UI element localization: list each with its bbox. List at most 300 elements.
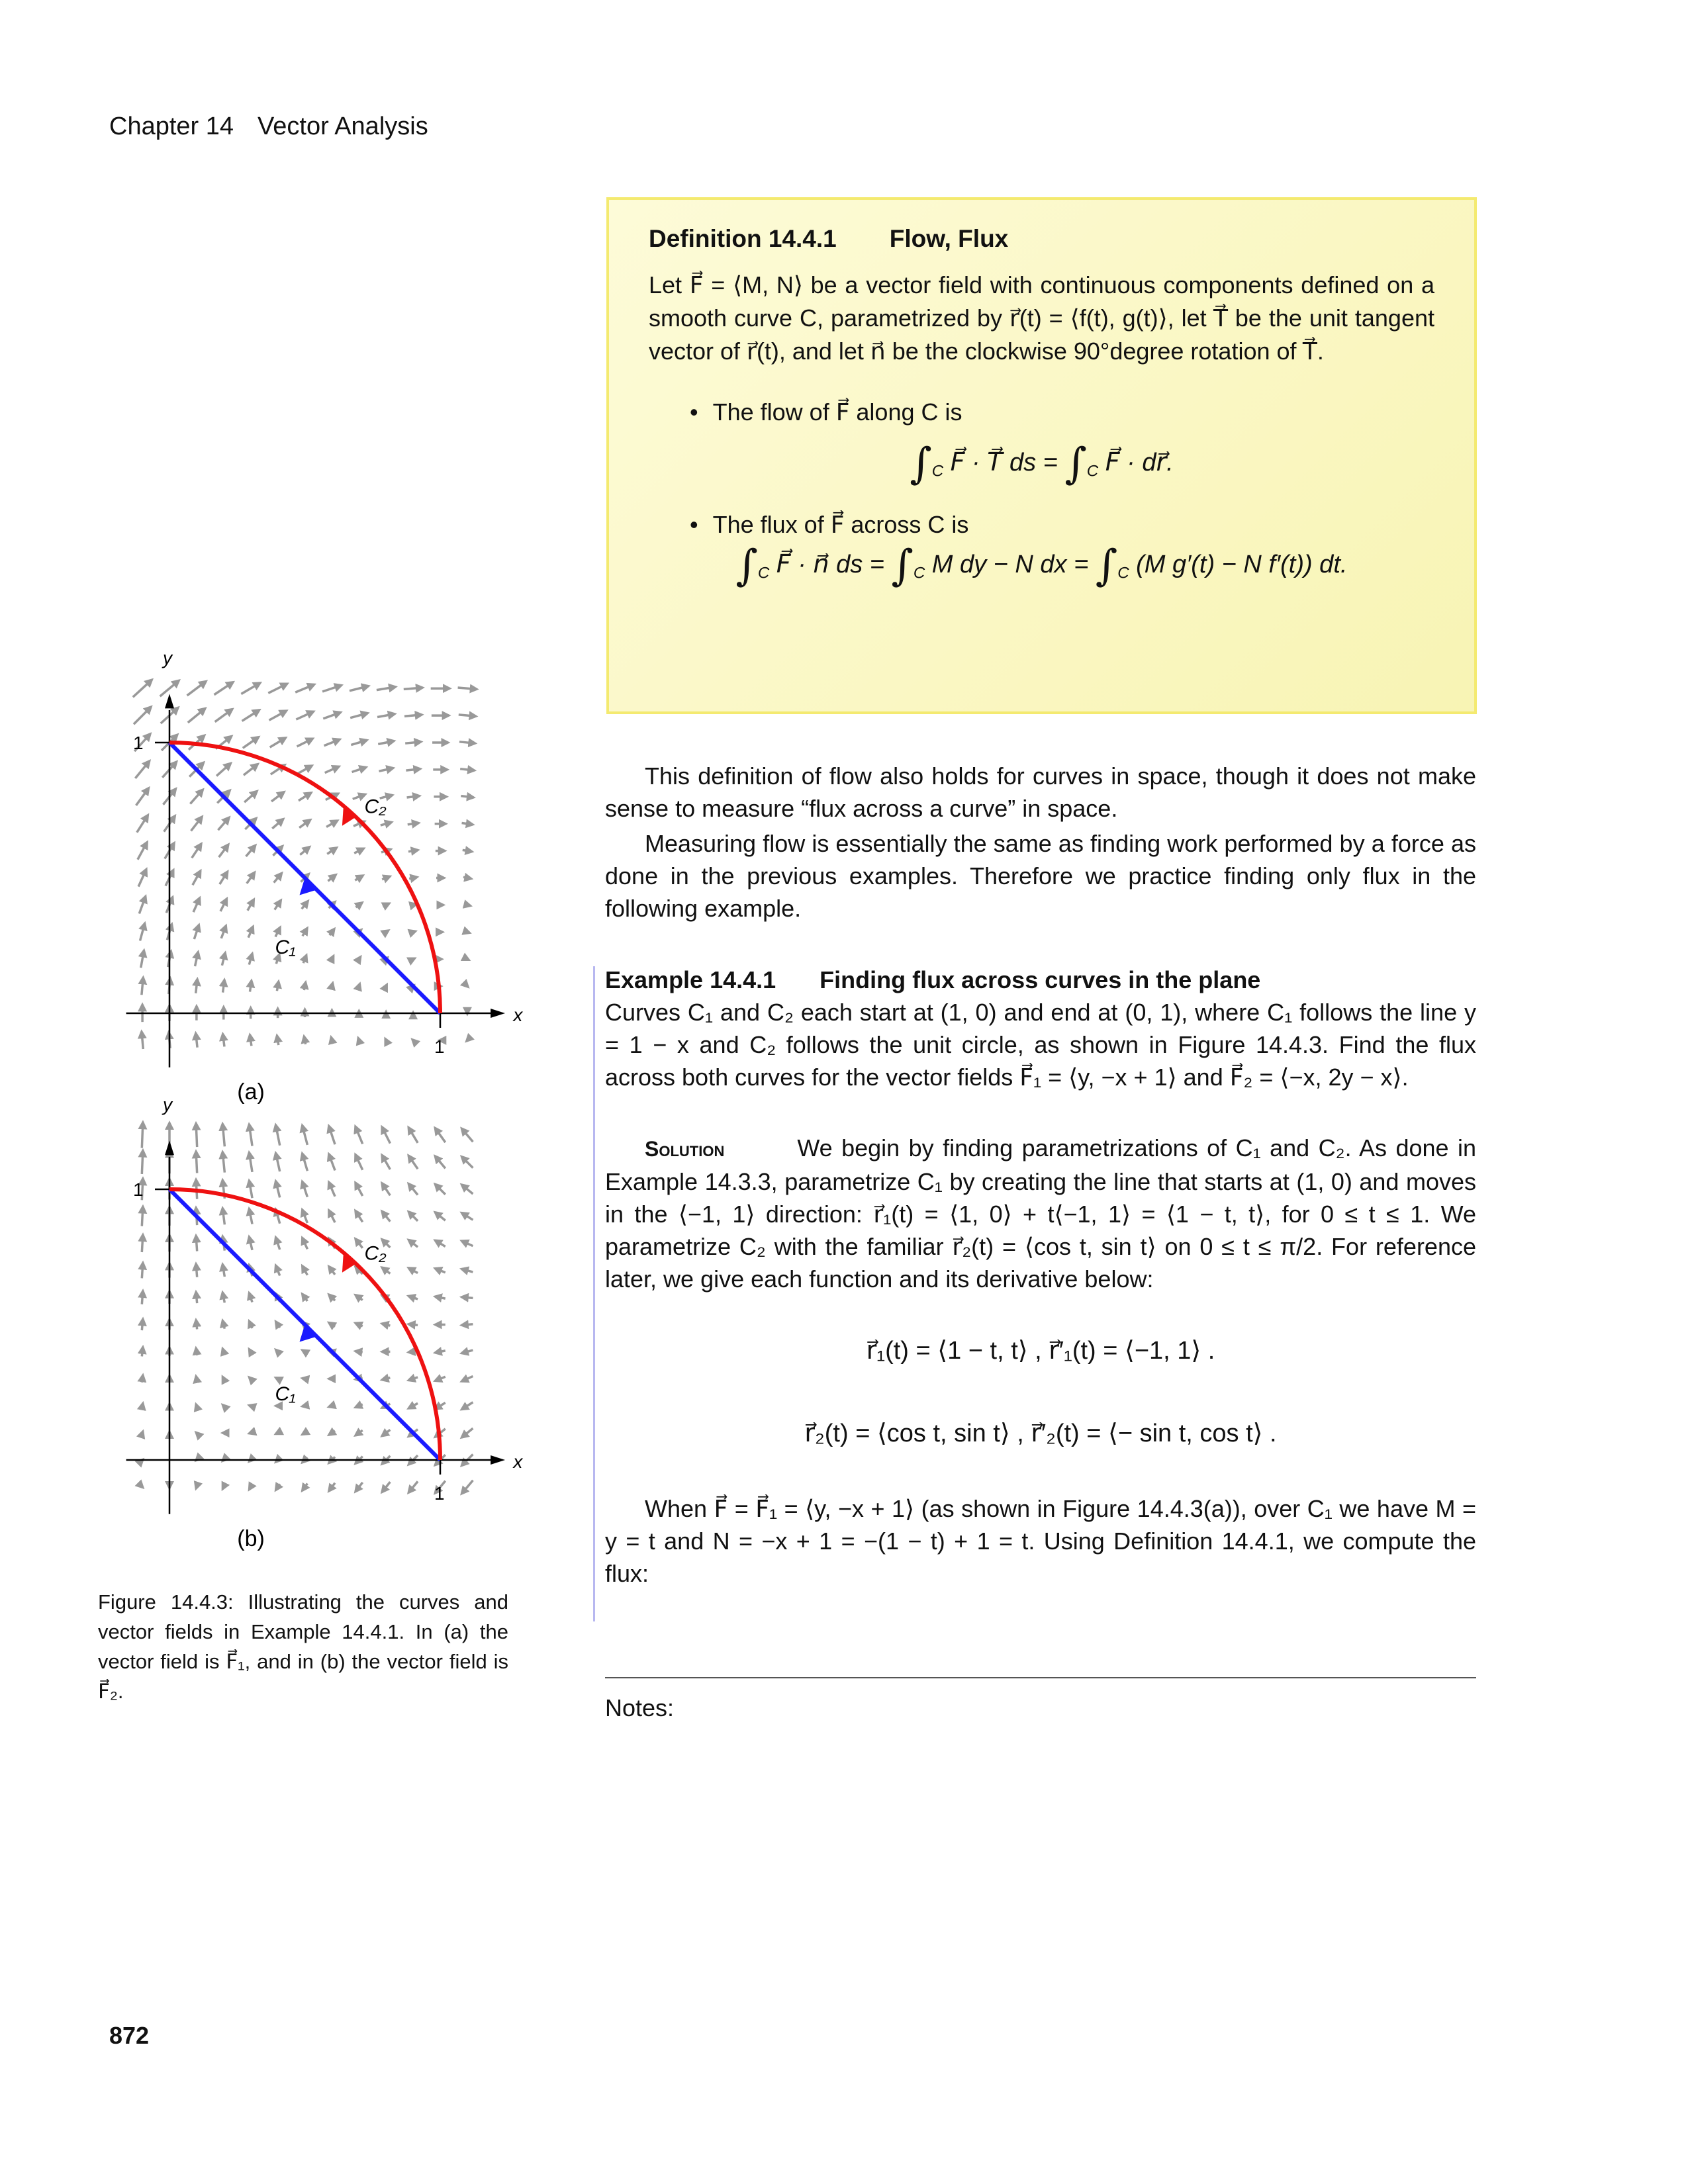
- chapter-title: Vector Analysis: [258, 113, 428, 140]
- field-arrow: [408, 1268, 418, 1273]
- field-arrow: [355, 1323, 363, 1326]
- y-tick-label: 1: [133, 733, 144, 753]
- field-arrow: [196, 1404, 197, 1408]
- field-arrow: [221, 926, 226, 938]
- field-arrow: [404, 688, 423, 689]
- field-arrow: [329, 1431, 335, 1435]
- field-arrow: [195, 952, 199, 966]
- field-arrow: [303, 1379, 308, 1380]
- integral-sign: ∫: [735, 541, 758, 590]
- field-arrow: [357, 957, 361, 962]
- field-arrow: [404, 715, 422, 716]
- field-arrow: [464, 904, 471, 905]
- field-arrow: [299, 793, 311, 801]
- field-arrow: [248, 927, 253, 938]
- field-arrow: [275, 1378, 279, 1380]
- field-arrow: [303, 955, 306, 963]
- integral-sign: ∫: [891, 541, 914, 590]
- x-tick-label: 1: [434, 1036, 445, 1057]
- field-arrow: [408, 1156, 418, 1169]
- field-arrow: [350, 713, 367, 718]
- definition-box: [606, 197, 1477, 714]
- field-arrow: [351, 740, 367, 745]
- field-arrow: [142, 1432, 143, 1435]
- integral-sign: ∫: [1095, 541, 1118, 590]
- flow-bullet: • The flow of F⃗ along C is: [690, 396, 1434, 429]
- field-arrow: [139, 896, 146, 913]
- field-arrow: [461, 1297, 473, 1298]
- field-arrow: [137, 815, 148, 833]
- field-arrow: [412, 958, 415, 960]
- field-arrow: [196, 1292, 197, 1303]
- field-arrow: [196, 1432, 197, 1433]
- solution-text: We begin by finding parametrizations of C₁ and C₂. As done in Example 14.3.3, parametrize C₁ by creating the line that starts at (1, 0) and moves in the ⟨−1, 1⟩ direction: r⃗₁(t) = ⟨1, 0⟩ + t⟨−1, 1⟩ = ⟨1 − t, t⟩, for 0 ≤ t ≤ 1. We parametrize C₂ with the familiar r⃗₂(t) = ⟨cos t, sin t⟩ on 0 ≤ t ≤ π/2. For reference later, we give each function and its derivative below:: [605, 1134, 1476, 1293]
- field-arrow: [327, 848, 336, 854]
- field-arrow: [270, 738, 286, 747]
- field-arrow: [243, 737, 259, 749]
- field-arrow: [354, 848, 363, 853]
- field-arrow: [303, 928, 307, 936]
- field-arrow: [196, 1264, 197, 1277]
- field-arrow: [377, 714, 395, 717]
- field-arrow: [188, 708, 205, 722]
- field-arrow: [459, 742, 475, 743]
- field-arrow: [383, 903, 389, 907]
- field-arrow: [250, 981, 252, 992]
- field-arrow: [462, 823, 473, 825]
- field-arrow: [356, 903, 363, 907]
- field-arrow: [408, 1403, 418, 1408]
- field-arrow: [355, 1154, 363, 1169]
- field-arrow: [299, 820, 310, 828]
- field-arrow: [358, 984, 359, 989]
- field-arrow: [329, 1210, 335, 1223]
- field-arrow: [329, 1405, 335, 1407]
- field-arrow: [385, 1039, 387, 1042]
- field-arrow: [249, 1208, 252, 1224]
- field-arrow: [142, 1206, 143, 1226]
- c2-label: C₂: [364, 1242, 387, 1265]
- field-arrow: [329, 1295, 335, 1300]
- equation-r1: r⃗₁(t) = ⟨1 − t, t⟩ , r⃗′₁(t) = ⟨−1, 1⟩ .: [866, 1337, 1215, 1365]
- field-arrow: [355, 1126, 363, 1144]
- field-arrow: [461, 1350, 473, 1353]
- panel-label: (a): [237, 1079, 265, 1105]
- field-arrow: [406, 769, 420, 770]
- figure-14-4-3: [0, 0, 596, 1588]
- field-arrow: [247, 872, 255, 884]
- panel-label: (b): [237, 1526, 265, 1551]
- field-arrow: [142, 1347, 143, 1356]
- field-arrow: [222, 1349, 224, 1355]
- field-arrow: [352, 767, 366, 772]
- field-arrow: [215, 709, 232, 722]
- field-arrow: [142, 1403, 143, 1408]
- field-arrow: [249, 1181, 252, 1198]
- x-tick-label: 1: [434, 1483, 445, 1504]
- field-arrow: [277, 981, 278, 991]
- field-arrow: [358, 1038, 359, 1042]
- field-arrow: [412, 1040, 414, 1041]
- example-number: Example 14.4.1: [605, 966, 776, 993]
- plot-panel-a: [126, 647, 524, 1105]
- field-arrow: [408, 1212, 418, 1221]
- field-arrow: [295, 684, 314, 692]
- definition-body: Let F⃗ = ⟨M, N⟩ be a vector field with continuous components defined on a smooth curve C, parametrized by r⃗(t) = ⟨f(t), g(t)⟩, let T⃗ be the unit tangent vector of r⃗(t), and let n⃗ be the clockwise 90°degree rotation of T⃗.: [649, 271, 1434, 365]
- field-arrow: [297, 739, 313, 747]
- field-arrow: [271, 792, 284, 801]
- notes-label: Notes:: [605, 1694, 675, 1721]
- field-arrow: [275, 1125, 279, 1146]
- field-arrow: [331, 983, 332, 989]
- field-arrow: [303, 1238, 308, 1249]
- field-arrow: [277, 1036, 278, 1045]
- field-arrow: [459, 715, 476, 716]
- field-arrow: [222, 1124, 224, 1146]
- field-arrow: [304, 1036, 305, 1044]
- field-arrow: [355, 876, 363, 880]
- field-arrow: [275, 1432, 279, 1434]
- field-arrow: [193, 871, 201, 885]
- example-heading: [605, 964, 1476, 996]
- field-arrow: [435, 1297, 445, 1298]
- field-arrow: [142, 1375, 143, 1383]
- field-arrow: [274, 873, 282, 882]
- field-arrow: [249, 1293, 252, 1302]
- field-arrow: [377, 687, 396, 690]
- field-arrow: [222, 1152, 224, 1173]
- field-arrow: [355, 1482, 363, 1492]
- field-arrow: [461, 1324, 473, 1326]
- field-arrow: [461, 1212, 473, 1220]
- field-arrow: [382, 1324, 390, 1326]
- field-arrow: [196, 1320, 197, 1330]
- field-arrow: [196, 1486, 197, 1489]
- field-arrow: [461, 1185, 473, 1194]
- flow-equation: $\int_C$ F⃗ · T⃗ ds = $\int_C$ F⃗ · dr⃗.: [910, 439, 1174, 488]
- field-arrow: [249, 1237, 252, 1250]
- notes-divider: [605, 1677, 1476, 1678]
- solution-label: Solution: [645, 1137, 725, 1161]
- c2-label: C₂: [364, 796, 387, 818]
- field-arrow: [196, 1236, 197, 1251]
- field-arrow: [325, 766, 339, 773]
- field-arrow: [216, 763, 230, 776]
- field-arrow: [355, 1295, 363, 1300]
- field-arrow: [458, 688, 477, 689]
- field-arrow: [461, 1480, 473, 1494]
- field-arrow: [222, 1320, 224, 1328]
- x-axis-label: x: [513, 1005, 523, 1025]
- paragraph: When F⃗ = F⃗₁ = ⟨y, −x + 1⟩ (as shown in Figure 14.4.3(a)), over C₁ we have M = y = t and N = −x + 1 = −(1 − t) + 1 = t. Using Definition 14.4.1, we compute the flux:: [605, 1495, 1476, 1587]
- field-arrow: [142, 1263, 143, 1278]
- field-arrow: [142, 1150, 143, 1174]
- field-arrow: [223, 980, 224, 993]
- field-arrow: [275, 1484, 279, 1490]
- field-arrow: [461, 1269, 473, 1272]
- field-arrow: [331, 1037, 332, 1044]
- field-arrow: [222, 1293, 224, 1303]
- field-arrow: [275, 1153, 279, 1171]
- field-arrow: [329, 1154, 335, 1171]
- field-arrow: [275, 927, 280, 936]
- field-arrow: [329, 1126, 335, 1144]
- field-arrow: [304, 982, 305, 990]
- field-arrow: [461, 1376, 473, 1381]
- field-arrow: [328, 875, 336, 882]
- field-arrow: [193, 898, 200, 912]
- field-arrow: [249, 1377, 252, 1381]
- field-arrow: [194, 925, 199, 939]
- field-arrow: [298, 766, 312, 774]
- paragraph: Measuring flow is essentially the same as finding work performed by a force as done in the previous examples. Therefore we practice finding only flux in the following example.: [605, 830, 1476, 922]
- field-arrow: [133, 680, 152, 697]
- field-arrow: [408, 1324, 418, 1326]
- field-arrow: [435, 1128, 445, 1142]
- field-arrow: [408, 850, 418, 851]
- field-arrow: [248, 899, 254, 911]
- y-axis-label: y: [163, 647, 172, 668]
- field-arrow: [275, 1181, 279, 1198]
- field-arrow: [249, 1432, 252, 1433]
- field-arrow: [435, 1269, 445, 1273]
- field-arrow: [382, 1211, 390, 1222]
- field-arrow: [140, 923, 145, 940]
- field-arrow: [303, 1294, 308, 1301]
- field-arrow: [196, 1152, 197, 1173]
- field-arrow: [355, 1351, 363, 1353]
- field-arrow: [192, 844, 201, 858]
- field-arrow: [355, 1210, 363, 1222]
- field-arrow: [408, 1240, 418, 1247]
- field-arrow: [196, 1376, 197, 1381]
- field-arrow: [222, 1485, 224, 1489]
- figure-caption: Figure 14.4.3: Illustrating the curves and vector fields in Example 14.4.1. In (a) the vector field is F⃗₁, and in (b) the vector field is F⃗₂.: [98, 1590, 508, 1703]
- field-arrow: [222, 1377, 224, 1381]
- field-arrow: [136, 788, 149, 805]
- field-arrow: [268, 684, 287, 693]
- x-axis-arrow-icon: [491, 1455, 505, 1465]
- field-arrow: [303, 1266, 308, 1275]
- field-arrow: [196, 1123, 197, 1147]
- field-arrow: [461, 1128, 473, 1142]
- field-arrow: [220, 899, 227, 911]
- field-arrow: [249, 1405, 252, 1406]
- chapter-label: Chapter 14: [109, 113, 234, 140]
- field-arrow: [329, 1182, 335, 1197]
- paragraph: This definition of flow also holds for curves in space, though it does not make sense to measure “flux across a curve” in space.: [605, 762, 1476, 822]
- field-arrow: [250, 1035, 252, 1046]
- x-axis-label: x: [513, 1451, 523, 1472]
- body-text: [605, 760, 1476, 927]
- field-arrow: [219, 844, 228, 857]
- field-arrow: [408, 1377, 418, 1381]
- integral-sign: ∫: [910, 439, 932, 488]
- field-arrow: [435, 1184, 445, 1195]
- field-arrow: [385, 985, 387, 988]
- field-arrow: [435, 1212, 445, 1220]
- field-arrow: [275, 1349, 279, 1353]
- field-arrow: [142, 1291, 143, 1304]
- field-arrow: [142, 1122, 143, 1148]
- field-arrow: [242, 710, 259, 721]
- field-arrow: [272, 819, 283, 829]
- field-arrow: [303, 1154, 308, 1171]
- field-arrow: [135, 761, 149, 778]
- field-arrow: [323, 712, 340, 719]
- definition-number: Definition 14.4.1: [649, 225, 837, 252]
- field-arrow: [138, 869, 146, 886]
- field-arrow: [408, 823, 419, 825]
- solution: [605, 1132, 1476, 1295]
- field-arrow: [214, 682, 233, 695]
- y-axis-arrow-icon: [165, 694, 174, 708]
- field-arrow: [461, 796, 473, 797]
- field-arrow: [134, 707, 151, 724]
- field-arrow: [241, 683, 260, 694]
- field-arrow: [191, 817, 203, 831]
- field-arrow: [408, 1183, 418, 1195]
- field-arrow: [222, 1264, 224, 1277]
- field-arrow: [411, 931, 416, 933]
- field-arrow: [382, 1155, 390, 1169]
- integral-sign: ∫: [1064, 439, 1087, 488]
- field-arrow: [324, 739, 340, 746]
- field-arrow: [384, 931, 389, 934]
- field-arrow: [249, 954, 252, 965]
- page-number: 872: [109, 2022, 150, 2049]
- field-arrow: [142, 1319, 143, 1330]
- field-arrow: [407, 796, 420, 797]
- flux-equation: $\int_C$ F⃗ · n⃗ ds = $\int_C$ M dy − N dx = $\int_C$ (M g′(t) − N f′(t)) dt.: [735, 541, 1348, 590]
- field-arrow: [330, 929, 334, 936]
- example-title: Finding flux across curves in the plane: [820, 966, 1261, 993]
- field-arrow: [222, 1405, 224, 1407]
- flux-bullet: • The flux of F⃗ across C is: [690, 508, 1434, 541]
- field-arrow: [142, 1032, 143, 1049]
- definition-title: [649, 222, 1434, 255]
- field-arrow: [275, 1237, 279, 1250]
- field-arrow: [405, 742, 421, 743]
- field-arrow: [190, 790, 203, 803]
- field-arrow: [329, 1322, 335, 1326]
- y-axis-arrow-icon: [165, 1140, 174, 1155]
- field-arrow: [246, 845, 256, 856]
- c1-label: C₁: [275, 936, 296, 959]
- field-arrow: [138, 842, 147, 859]
- field-arrow: [223, 1034, 224, 1046]
- field-arrow: [461, 1402, 473, 1410]
- field-arrow: [196, 1033, 197, 1047]
- field-arrow: [382, 876, 390, 880]
- field-arrow: [220, 872, 228, 884]
- field-arrow: [355, 1183, 363, 1196]
- field-arrow: [435, 1156, 445, 1169]
- field-arrow: [322, 685, 342, 692]
- field-arrow: [350, 686, 369, 691]
- field-arrow: [435, 1351, 445, 1353]
- example: [605, 964, 1476, 1592]
- field-arrow: [355, 1239, 363, 1248]
- field-arrow: [142, 1486, 143, 1488]
- field-arrow: [249, 1349, 252, 1355]
- field-arrow: [463, 850, 472, 851]
- field-arrow: [222, 1208, 224, 1224]
- field-arrow: [382, 1378, 390, 1380]
- field-arrow: [355, 1430, 363, 1435]
- field-arrow: [461, 1428, 473, 1437]
- field-arrow: [382, 1267, 390, 1273]
- field-arrow: [303, 1350, 308, 1353]
- field-arrow: [275, 1322, 279, 1328]
- field-arrow: [196, 979, 197, 993]
- field-arrow: [408, 1481, 418, 1492]
- field-arrow: [196, 1348, 197, 1355]
- field-arrow: [300, 847, 309, 855]
- field-arrow: [303, 1125, 308, 1145]
- field-arrow: [466, 958, 469, 960]
- field-arrow: [330, 956, 334, 962]
- field-arrow: [435, 1377, 445, 1381]
- field-arrow: [467, 1040, 468, 1041]
- field-arrow: [382, 1183, 390, 1196]
- field-arrow: [467, 985, 468, 987]
- field-arrow: [382, 1430, 390, 1435]
- field-arrow: [296, 711, 313, 719]
- y-axis-label: y: [163, 1094, 172, 1115]
- field-arrow: [463, 877, 471, 878]
- field-arrow: [460, 769, 474, 770]
- field-arrow: [303, 1432, 308, 1435]
- field-arrow: [326, 821, 338, 827]
- field-arrow: [187, 681, 207, 695]
- field-arrow: [303, 1483, 308, 1490]
- field-arrow: [329, 1266, 335, 1274]
- field-arrow: [303, 1181, 308, 1197]
- field-arrow: [355, 1404, 363, 1408]
- field-arrow: [249, 1484, 252, 1490]
- field-arrow: [379, 768, 393, 772]
- field-arrow: [142, 978, 143, 995]
- field-arrow: [378, 741, 394, 745]
- field-arrow: [302, 901, 308, 909]
- y-tick-label: 1: [133, 1179, 144, 1200]
- field-arrow: [303, 1405, 308, 1406]
- field-arrow: [222, 953, 225, 966]
- field-arrow: [269, 711, 286, 720]
- equation-r2: r⃗₂(t) = ⟨cos t, sin t⟩ , r⃗′₂(t) = ⟨− sin t, cos t⟩ .: [804, 1420, 1277, 1447]
- field-arrow: [275, 1265, 279, 1276]
- c1-label: C₁: [275, 1383, 296, 1406]
- field-arrow: [141, 950, 144, 968]
- field-arrow: [353, 794, 365, 799]
- field-arrow: [465, 931, 469, 933]
- field-arrow: [329, 1483, 335, 1491]
- field-arrow: [408, 1128, 418, 1143]
- field-arrow: [409, 877, 417, 878]
- field-arrow: [249, 1124, 252, 1146]
- field-arrow: [408, 1296, 418, 1299]
- field-arrow: [382, 1482, 390, 1492]
- field-arrow: [381, 822, 392, 825]
- field-arrow: [244, 791, 257, 802]
- example-statement: Curves C₁ and C₂ each start at (1, 0) and end at (0, 1), where C₁ follows the line y = 1 − x and C₂ follows the unit circle, as shown in Figure 14.4.3. Find the flux across both curves for the vector fields F⃗₁ = ⟨y, −x + 1⟩ and F⃗₂ = ⟨−x, 2y − x⟩.: [605, 999, 1476, 1091]
- field-arrow: [461, 1241, 473, 1246]
- field-arrow: [249, 1152, 252, 1172]
- field-arrow: [303, 1210, 308, 1223]
- x-axis-arrow-icon: [491, 1009, 505, 1018]
- field-arrow: [218, 817, 229, 830]
